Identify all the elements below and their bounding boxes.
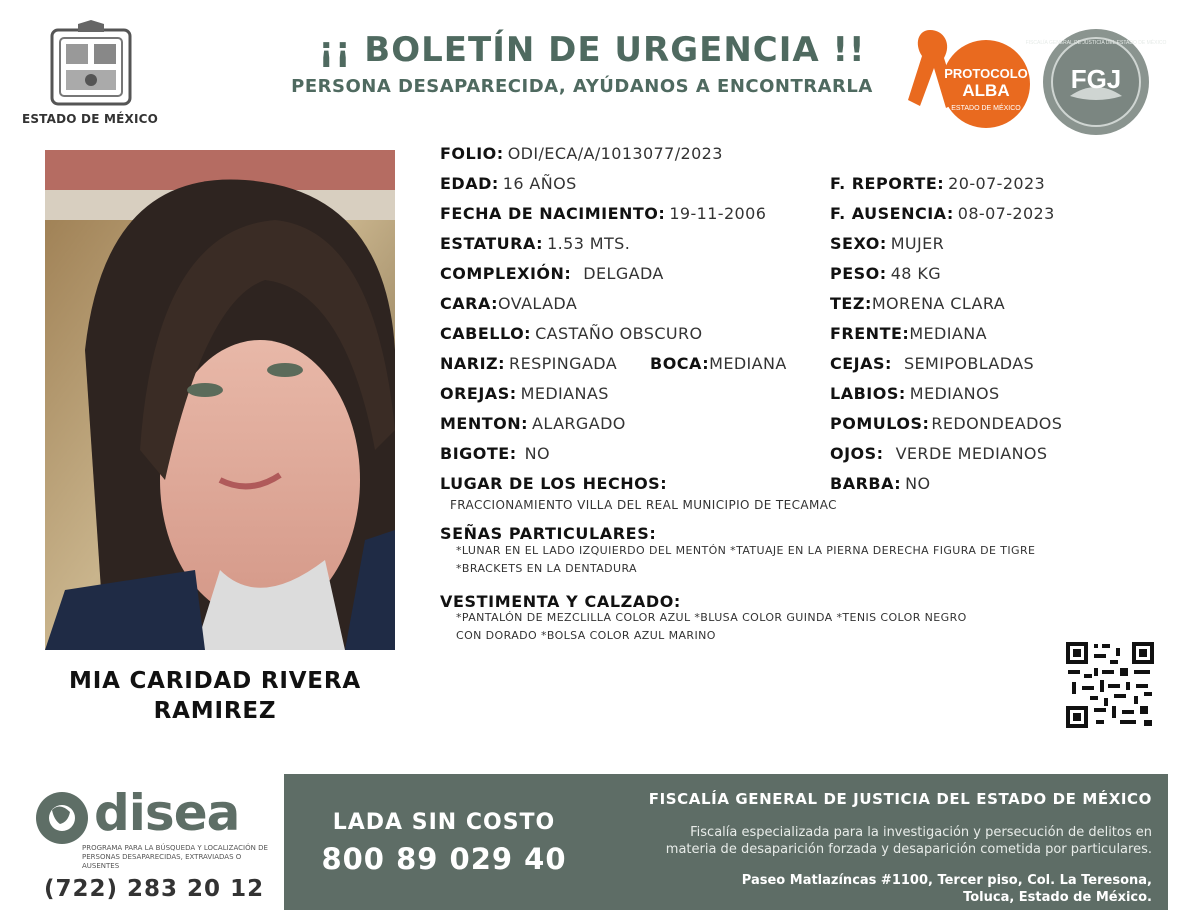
field-reporte [830, 174, 1045, 194]
field-edad [440, 174, 577, 194]
field-label: CABELLO: [440, 324, 532, 343]
lada-label: LADA SIN COSTO [332, 810, 556, 835]
bulletin-subtitle: PERSONA DESAPARECIDA, AYÚDANOS A ENCONTRARLA [291, 76, 873, 97]
field-cejas [830, 354, 1034, 374]
fgj-ring-text: FISCALÍA GENERAL DE JUSTICIA DEL ESTADO DE MÉXICO [1025, 40, 1167, 46]
fgj-text: FGJ [1070, 64, 1122, 94]
agency-address [640, 872, 1152, 906]
field-label: CEJAS: [830, 354, 892, 373]
field-label: OREJAS: [440, 384, 517, 403]
bulletin-header [0, 0, 1188, 140]
field-complexion [440, 264, 664, 284]
field-value: MEDIANA [909, 324, 987, 343]
field-value: VERDE MEDIANOS [895, 444, 1048, 463]
field-value: 19-11-2006 [669, 204, 767, 223]
vestimenta-title: VESTIMENTA Y CALZADO: [440, 592, 681, 611]
field-label: SEXO: [830, 234, 887, 253]
field-lugar [440, 474, 667, 494]
field-label: F. AUSENCIA: [830, 204, 954, 223]
vestimenta-line: *PANTALÓN DE MEZCLILLA COLOR AZUL *BLUSA COLOR GUINDA *TENIS COLOR NEGRO [456, 611, 967, 624]
field-orejas [440, 384, 609, 404]
field-label: F. REPORTE: [830, 174, 945, 193]
field-label: CARA: [440, 294, 499, 313]
person-name [40, 666, 390, 726]
alba-line3: ESTADO DE MÉXICO [951, 105, 1021, 112]
field-label: COMPLEXIÓN: [440, 264, 572, 283]
field-boca [650, 354, 787, 374]
odisea-description: PROGRAMA PARA LA BÚSQUEDA Y LOCALIZACIÓN DE PERSONAS DESAPARECIDAS, EXTRAVIADAS O AUSENTES [82, 844, 268, 870]
odisea-phone[interactable]: (722) 283 20 12 [44, 876, 265, 902]
field-value: MUJER [890, 234, 945, 253]
field-menton [440, 414, 626, 434]
field-value: REDONDEADOS [931, 414, 1063, 433]
field-nariz [440, 354, 617, 374]
field-cara [440, 294, 577, 314]
field-label: POMULOS: [830, 414, 930, 433]
field-label: BIGOTE: [440, 444, 517, 463]
field-tez [830, 294, 1005, 314]
person-name-line1: MIA CARIDAD RIVERA [69, 668, 361, 694]
field-value: ODI/ECA/A/1013077/2023 [507, 144, 723, 163]
state-coat-of-arms-icon [48, 20, 134, 110]
protocolo-alba-logo-icon [900, 22, 1030, 134]
qr-code-icon[interactable] [1064, 640, 1156, 730]
field-value: 08-07-2023 [957, 204, 1055, 223]
field-label: TEZ: [830, 294, 872, 313]
field-value: MEDIANAS [520, 384, 609, 403]
field-labios [830, 384, 1000, 404]
state-name: ESTADO DE MÉXICO [21, 112, 159, 126]
bulletin-title: ¡¡ BOLETÍN DE URGENCIA !! [318, 30, 866, 70]
field-value: CASTAÑO OBSCURO [535, 324, 703, 343]
field-value: ALARGADO [532, 414, 626, 433]
field-value: SEMIPOBLADAS [903, 354, 1035, 373]
field-value: NO [905, 474, 931, 493]
fgj-seal-icon [1025, 26, 1167, 138]
field-value: 48 KG [890, 264, 942, 283]
field-value: RESPINGADA [509, 354, 618, 373]
field-estatura [440, 234, 630, 254]
field-label: PESO: [830, 264, 887, 283]
field-label: BARBA: [830, 474, 902, 493]
field-label: OJOS: [830, 444, 884, 463]
field-lugar-value: FRACCIONAMIENTO VILLA DEL REAL MUNICIPIO DE TECAMAC [450, 498, 837, 512]
field-cabello [440, 324, 703, 344]
field-bigote [440, 444, 550, 464]
field-value: 1.53 MTS. [547, 234, 631, 253]
field-label: ESTATURA: [440, 234, 544, 253]
field-label: NARIZ: [440, 354, 506, 373]
field-value: NO [524, 444, 550, 463]
senas-line: *BRACKETS EN LA DENTADURA [456, 562, 637, 575]
field-peso [830, 264, 941, 284]
vestimenta-line: CON DORADO *BOLSA COLOR AZUL MARINO [456, 629, 716, 642]
missing-person-photo [45, 150, 395, 650]
senas-line: *LUNAR EN EL LADO IZQUIERDO DEL MENTÓN *TATUAJE EN LA PIERNA DERECHA FIGURA DE TIGRE [456, 544, 1036, 557]
field-label: FOLIO: [440, 144, 504, 163]
lada-number[interactable]: 800 89 029 40 [321, 842, 567, 876]
agency-description [600, 824, 1152, 858]
agency-name: FISCALÍA GENERAL DE JUSTICIA DEL ESTADO DE MÉXICO [648, 790, 1152, 808]
field-label: FECHA DE NACIMIENTO: [440, 204, 666, 223]
field-value: 16 AÑOS [502, 174, 577, 193]
field-value: 20-07-2023 [948, 174, 1046, 193]
field-value: MEDIANA [709, 354, 787, 373]
address-line: Paseo Matlazíncas #1100, Tercer piso, Col. La Teresona, [741, 873, 1152, 888]
field-label: EDAD: [440, 174, 499, 193]
field-nacimiento [440, 204, 766, 224]
person-name-line2: RAMIREZ [153, 698, 277, 724]
field-ausencia [830, 204, 1055, 224]
alba-line2: ALBA [962, 81, 1010, 100]
senas-title: SEÑAS PARTICULARES: [440, 524, 657, 543]
field-label: LABIOS: [830, 384, 906, 403]
field-value: MEDIANOS [909, 384, 1000, 403]
field-label: LUGAR DE LOS HECHOS: [440, 474, 668, 493]
field-value: OVALADA [498, 294, 578, 313]
field-barba [830, 474, 931, 494]
field-sexo [830, 234, 944, 254]
odisea-wordmark: disea [94, 784, 240, 842]
field-frente [830, 324, 987, 344]
alba-line1: PROTOCOLO [944, 66, 1028, 81]
field-label: BOCA: [650, 354, 710, 373]
address-line: Toluca, Estado de México. [963, 890, 1152, 905]
field-label: FRENTE: [830, 324, 910, 343]
field-pomulos [830, 414, 1062, 434]
field-value: MORENA CLARA [871, 294, 1006, 313]
agency-desc-line: materia de desaparición forzada y desaparición cometida por particulares. [665, 842, 1152, 857]
field-folio [440, 144, 723, 164]
field-ojos [830, 444, 1047, 464]
agency-desc-line: Fiscalía especializada para la investigación y persecución de delitos en [690, 825, 1152, 840]
field-label: MENTON: [440, 414, 529, 433]
field-value: DELGADA [583, 264, 664, 283]
